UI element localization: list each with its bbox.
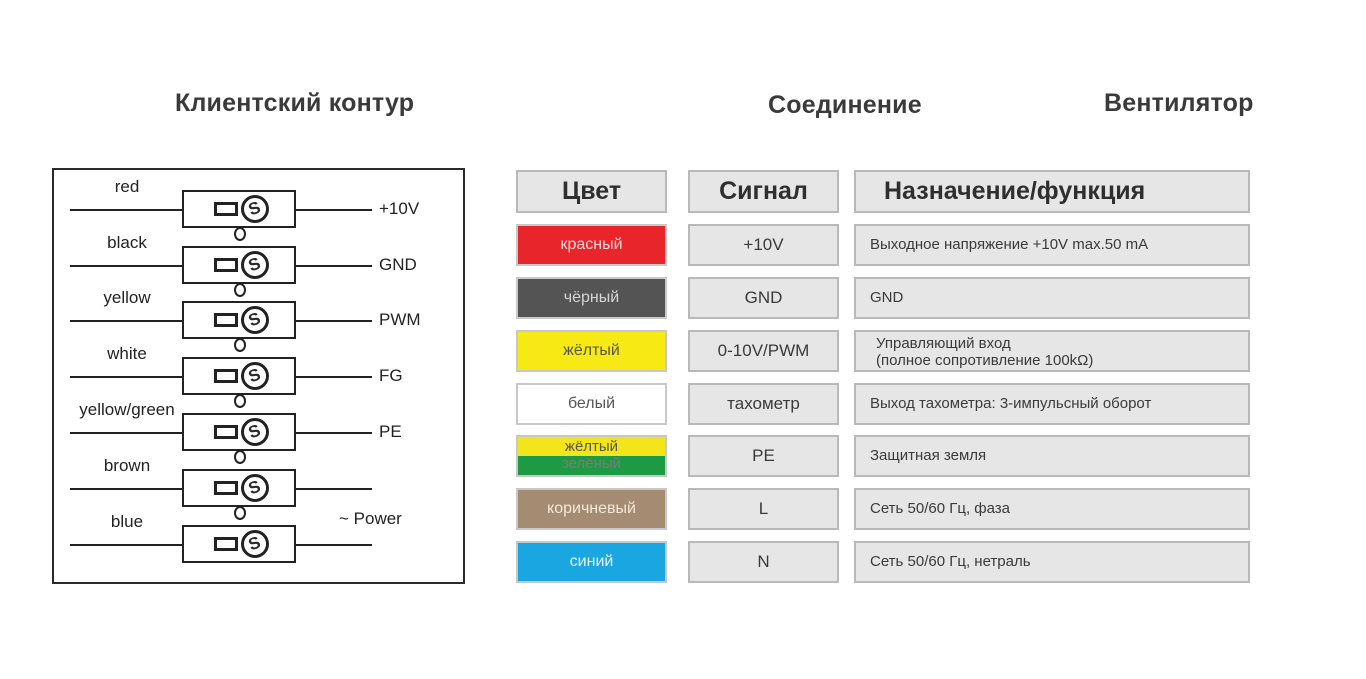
wire-signal-label: +10V [379,199,420,218]
wire-row [54,288,463,341]
signal-cell: GND [688,277,839,319]
terminal-slot-icon [214,258,238,272]
terminal-block [182,469,296,507]
signal-cell: N [688,541,839,583]
connection-heading: Соединение [768,91,922,119]
header-color: Цвет [516,170,667,213]
function-cell [854,277,1250,319]
function-text: Выходное напряжение +10V max.50 mA [870,236,1149,253]
function-cell [854,435,1250,477]
color-label: жёлтый [563,342,620,359]
wire-line [296,544,372,546]
wire-line [296,265,372,267]
function-text: GND [870,289,904,306]
wire-row [54,456,463,509]
terminal-link-icon [234,450,246,464]
color-label: синий [569,553,614,570]
terminal-slot-icon [214,537,238,551]
wire-line [70,209,182,211]
wire-row [54,233,463,286]
wire-line [296,488,372,490]
color-swatch [516,541,667,583]
terminal-block [182,190,296,228]
terminal-link-icon [234,338,246,352]
function-text: Сеть 50/60 Гц, фаза [870,500,1011,517]
terminal-slot-icon [214,202,238,216]
terminal-slot-icon [214,425,238,439]
color-swatch [516,224,667,266]
wire-row [54,400,463,453]
wire-line [70,432,182,434]
screw-icon: S [241,362,269,390]
wire-signal-label: PE [379,422,402,441]
wire-signal-label: GND [379,255,417,274]
function-cell [854,330,1250,372]
wire-line [296,320,372,322]
wire-color-label: brown [103,456,151,475]
color-swatch [516,435,667,477]
function-cell [854,541,1250,583]
wire-color-label: red [114,177,140,196]
wire-color-label: white [107,344,147,363]
terminal-link-icon [234,283,246,297]
terminal-block [182,525,296,563]
wire-color-label: yellow/green [79,400,175,419]
function-cell [854,383,1250,425]
wiring-diagram [52,168,465,584]
color-label: зелёный [561,455,622,472]
wire-line [70,265,182,267]
wire-signal-label: PWM [379,310,421,329]
wire-line [296,209,372,211]
client-circuit-heading: Клиентский контур [175,89,415,117]
function-cell [854,488,1250,530]
screw-icon: S [241,251,269,279]
signal-cell: PE [688,435,839,477]
terminal-block [182,357,296,395]
terminal-link-icon [234,506,246,520]
wire-line [70,488,182,490]
color-swatch [516,277,667,319]
header-signal: Сигнал [688,170,839,213]
terminal-block [182,413,296,451]
terminal-link-icon [234,394,246,408]
wire-row [54,344,463,397]
color-swatch [516,488,667,530]
screw-icon: S [241,418,269,446]
wire-line [70,376,182,378]
terminal-slot-icon [214,313,238,327]
wire-color-label: black [107,233,147,252]
color-swatch [516,330,667,372]
screw-icon: S [241,530,269,558]
wire-line [70,320,182,322]
function-text: Сеть 50/60 Гц, нетраль [870,553,1031,570]
function-cell [854,224,1250,266]
terminal-block [182,301,296,339]
terminal-link-icon [234,227,246,241]
color-label: коричневый [547,500,636,517]
color-label: чёрный [563,289,620,306]
signal-cell: 0-10V/PWM [688,330,839,372]
color-label: жёлтый [564,438,619,455]
header-function: Назначение/функция [854,170,1250,213]
wire-color-label: yellow [103,288,151,307]
power-label: ~ Power [339,509,402,528]
terminal-slot-icon [214,369,238,383]
screw-icon: S [241,195,269,223]
terminal-block [182,246,296,284]
fan-heading: Вентилятор [1104,89,1254,117]
screw-icon: S [241,474,269,502]
terminal-slot-icon [214,481,238,495]
signal-cell: +10V [688,224,839,266]
wire-signal-label: FG [379,366,403,385]
wire-color-label: blue [110,512,144,531]
wire-row [54,177,463,230]
function-text: Управляющий вход [876,335,1011,352]
wire-line [70,544,182,546]
wire-line [296,432,372,434]
signal-cell: тахометр [688,383,839,425]
signal-cell: L [688,488,839,530]
function-text-line2: (полное сопротивление 100kΩ) [876,352,1094,369]
color-label: красный [560,236,623,253]
function-text: Выход тахометра: 3-импульсный оборот [870,395,1152,412]
function-text: Защитная земля [870,447,987,464]
color-label: белый [567,395,616,412]
wire-line [296,376,372,378]
screw-icon: S [241,306,269,334]
color-swatch [516,383,667,425]
